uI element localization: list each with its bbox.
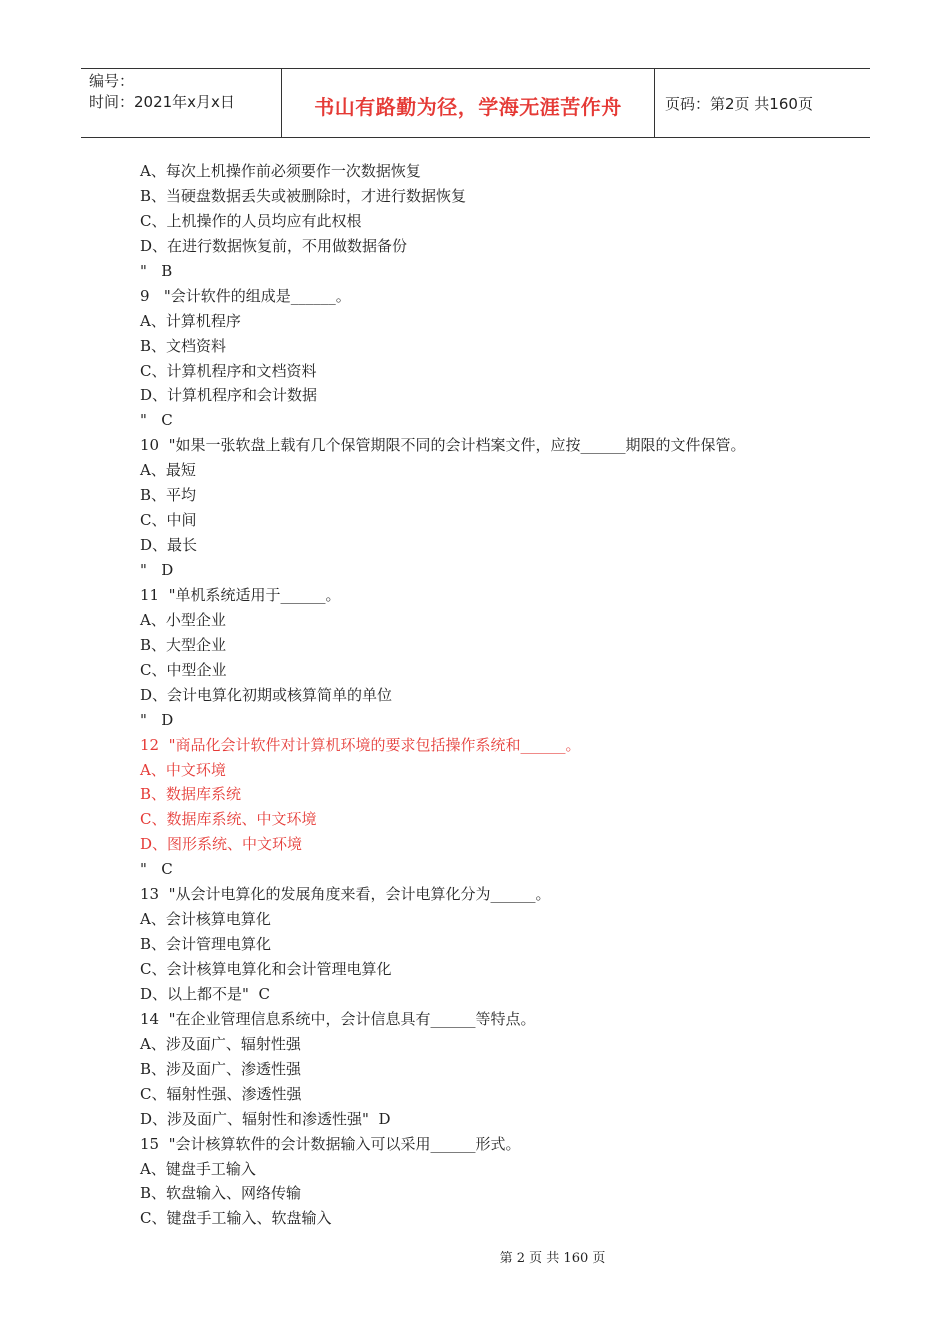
- text-line: D、图形系统、中文环境: [140, 835, 303, 854]
- header-slogan: 书山有路勤为径，学海无涯苦作舟: [314, 94, 622, 119]
- text-line: B、软盘输入、网络传输: [140, 1184, 302, 1203]
- text-line: A、涉及面广、辐射性强: [140, 1034, 301, 1053]
- page-footer: 第 2 页 共 160 页: [499, 1251, 606, 1266]
- text-line: 15 "会计核算软件的会计数据输入可以采用______形式。: [140, 1134, 521, 1153]
- page-header: [81, 68, 870, 138]
- text-line: A、最短: [140, 461, 196, 480]
- text-line: B、会计管理电算化: [140, 935, 272, 954]
- text-line: B、当硬盘数据丢失或被删除时，才进行数据恢复: [140, 186, 467, 205]
- question-list: [140, 159, 840, 1231]
- text-line: A、每次上机操作前必须要作一次数据恢复: [140, 162, 421, 180]
- text-line: A、会计核算电算化: [140, 910, 271, 929]
- text-line: C、计算机程序和文档资料: [140, 361, 317, 380]
- text-line: B、涉及面广、渗透性强: [140, 1059, 302, 1078]
- text-line: " D: [140, 710, 174, 729]
- text-line: 13 "从会计电算化的发展角度来看，会计电算化分为______。: [140, 885, 551, 904]
- header-meta-cell: [81, 69, 282, 137]
- text-line: D、会计电算化初期或核算简单的单位: [140, 685, 393, 704]
- text-line: B、文档资料: [140, 336, 227, 355]
- text-line: 9 "会计软件的组成是______。: [140, 286, 351, 305]
- text-line: C、中型企业: [140, 660, 227, 679]
- text-line: D、最长: [140, 536, 198, 555]
- text-line: C、键盘手工输入、软盘输入: [140, 1209, 332, 1228]
- text-line: " D: [140, 561, 174, 579]
- text-line: D、涉及面广、辐射性和渗透性强" D: [140, 1109, 391, 1128]
- text-line: C、辐射性强、渗透性强: [140, 1084, 302, 1103]
- header-page-info: 页码：第2页 共160页: [665, 94, 813, 113]
- text-line: " C: [140, 860, 173, 879]
- text-line: C、数据库系统、中文环境: [140, 810, 317, 829]
- header-page-cell: [655, 69, 870, 137]
- document-number-label: 编号：: [89, 72, 135, 90]
- text-line: A、中文环境: [140, 760, 226, 779]
- text-line: B、平均: [140, 486, 197, 505]
- text-line: D、在进行数据恢复前，不用做数据备份: [140, 236, 408, 255]
- text-line: D、以上都不是" C: [140, 984, 270, 1003]
- text-line: A、小型企业: [140, 610, 226, 629]
- text-line: 11 "单机系统适用于______。: [140, 585, 341, 604]
- text-line: B、数据库系统: [140, 785, 242, 804]
- header-slogan-cell: [282, 69, 655, 137]
- text-line: B、大型企业: [140, 635, 227, 654]
- text-line: 14 "在企业管理信息系统中，会计信息具有______等特点。: [140, 1009, 536, 1028]
- text-line: " C: [140, 411, 173, 430]
- text-line: A、键盘手工输入: [140, 1159, 256, 1178]
- text-line: 10 "如果一张软盘上载有几个保管期限不同的会计档案文件，应按______期限的文件保管。: [140, 436, 746, 455]
- text-line: 12 "商品化会计软件对计算机环境的要求包括操作系统和______。: [140, 735, 581, 754]
- document-date-label: 时间：2021年x月x日: [89, 93, 235, 111]
- text-line: A、计算机程序: [140, 311, 241, 330]
- text-line: C、会计核算电算化和会计管理电算化: [140, 960, 392, 978]
- text-line: " B: [140, 261, 173, 280]
- text-line: C、中间: [140, 511, 197, 530]
- text-line: C、上机操作的人员均应有此权根: [140, 211, 362, 230]
- text-line: D、计算机程序和会计数据: [140, 386, 318, 405]
